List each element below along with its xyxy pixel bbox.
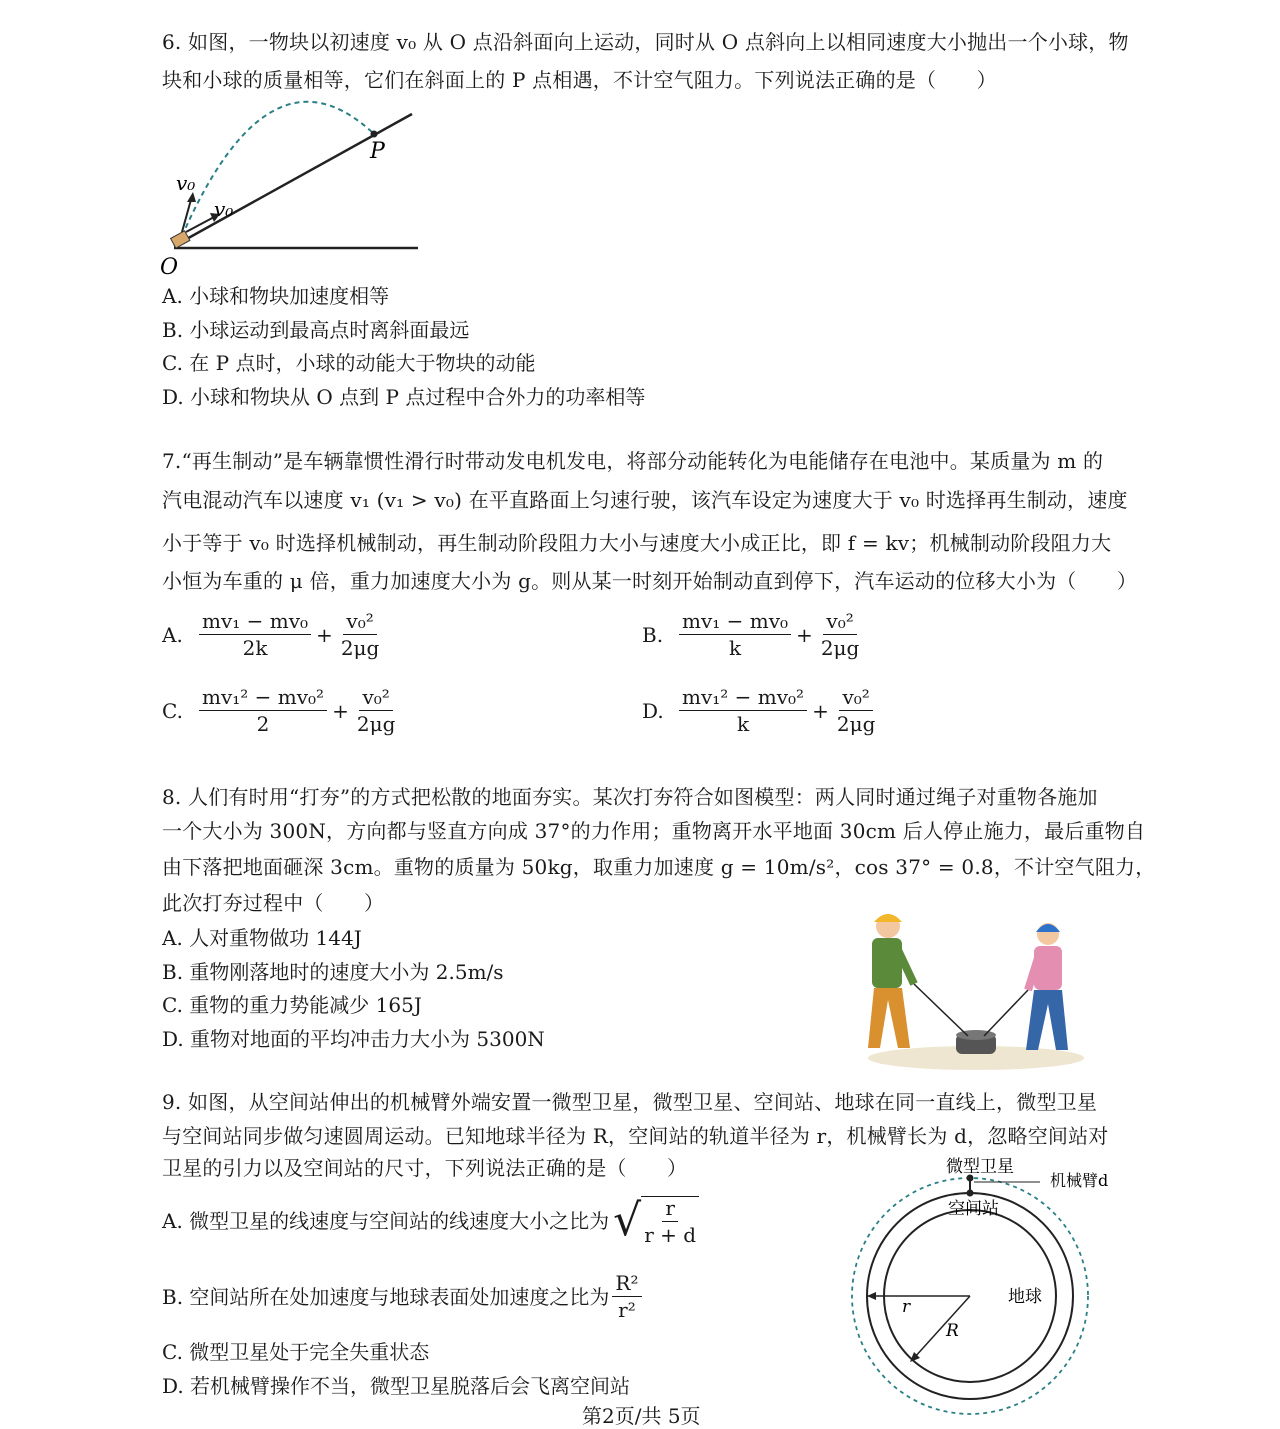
label-v0-ball: v₀	[176, 171, 196, 195]
q9-option-b	[162, 1272, 645, 1321]
q7-a-num1: mv₁ − mv₀	[199, 610, 311, 635]
q7-b-den2: 2μg	[820, 636, 860, 660]
q8-option-c: C. 重物的重力势能减少 165J	[162, 993, 422, 1017]
sqrt-sign: √	[613, 1195, 642, 1246]
q7-c-den1: 2	[256, 712, 270, 736]
q7-a-plus: +	[316, 622, 333, 647]
q8-option-b: B. 重物刚落地时的速度大小为 2.5m/s	[162, 960, 504, 984]
right-rope	[984, 990, 1028, 1036]
q9-option-d: D. 若机械臂操作不当，微型卫星脱落后会飞离空间站	[162, 1374, 631, 1398]
q6-option-d: D. 小球和物块从 O 点到 P 点过程中合外力的功率相等	[162, 385, 646, 409]
q9-line-1: 9. 如图，从空间站伸出的机械臂外端安置一微型卫星，微型卫星、空间站、地球在同一直线上，微型卫星	[162, 1090, 1098, 1114]
q9-option-a	[162, 1196, 702, 1246]
q9-a-num: r	[662, 1197, 678, 1222]
q9-option-b-text: B. 空间站所在处加速度与地球表面处加速度之比为	[162, 1284, 610, 1309]
label-O: O	[160, 255, 179, 280]
q7-line-2: 汽电混动汽车以速度 v₁ (v₁ > v₀) 在平直路面上匀速行驶，该汽车设定为速度大于 v₀ 时选择再生制动，速度	[162, 488, 1128, 512]
q7-c-num2: v₀²	[359, 686, 392, 711]
q6-option-a: A. 小球和物块加速度相等	[162, 284, 390, 308]
q6-option-c: C. 在 P 点时，小球的动能大于物块的动能	[162, 351, 536, 375]
q7-d-num1: mv₁² − mv₀²	[679, 686, 807, 711]
q7-c-num1: mv₁² − mv₀²	[199, 686, 327, 711]
q8-line-1: 8. 人们有时用“打夯”的方式把松散的地面夯实。某次打夯符合如图模型：两人同时通过绳子对重物各施加	[162, 785, 1098, 809]
q7-option-b-label: B.	[642, 622, 664, 647]
q7-option-b	[642, 610, 865, 659]
q7-a-den1: 2k	[242, 636, 268, 660]
q7-option-c-label: C.	[162, 698, 183, 723]
ball-trajectory	[182, 102, 374, 236]
q8-option-a: A. 人对重物做功 144J	[162, 926, 362, 950]
q9-option-a-text: A. 微型卫星的线速度与空间站的线速度大小之比为	[162, 1209, 610, 1233]
block	[171, 231, 190, 248]
q7-option-c	[162, 686, 401, 735]
label-v0-block: v₀	[214, 197, 234, 221]
q9-line-3: 卫星的引力以及空间站的尺寸，下列说法正确的是（ ）	[162, 1156, 688, 1180]
q7-option-d-label: D.	[642, 698, 664, 723]
man-shirt	[872, 938, 902, 988]
q8-line-3: 由下落把地面砸深 3cm。重物的质量为 50kg，取重力加速度 g = 10m/s²，cos 37° = 0.8，不计空气阻力，	[162, 855, 1156, 879]
label-station: 空间站	[948, 1199, 999, 1219]
q7-c-den2: 2μg	[356, 712, 396, 736]
q7-a-den2: 2μg	[340, 636, 380, 660]
left-rope	[914, 984, 968, 1036]
q7-b-num2: v₀²	[823, 610, 856, 635]
q9-option-c: C. 微型卫星处于完全失重状态	[162, 1340, 430, 1364]
q7-d-plus: +	[812, 698, 829, 723]
q7-d-den1: k	[736, 712, 750, 736]
q7-line-4: 小恒为车重的 μ 倍，重力加速度大小为 g。则从某一时刻开始制动直到停下，汽车运动的位移大小为（ ）	[162, 569, 1138, 593]
q9-line-2: 与空间站同步做匀速圆周运动。已知地球半径为 R，空间站的轨道半径为 r，机械臂长为 d，忽略空间站对	[162, 1124, 1109, 1148]
q7-option-a-label: A.	[162, 622, 183, 647]
q6-option-b: B. 小球运动到最高点时离斜面最远	[162, 318, 470, 342]
page-footer: 第2页/共 5页	[582, 1404, 701, 1428]
label-P: P	[370, 139, 385, 164]
woman-cap	[1036, 924, 1060, 932]
q6-line-2: 块和小球的质量相等，它们在斜面上的 P 点相遇，不计空气阻力。下列说法正确的是（ ）	[162, 68, 997, 92]
q9-orbit-figure	[840, 1150, 1120, 1416]
q9-b-num: R²	[612, 1272, 641, 1297]
q7-line-3: 小于等于 v₀ 时选择机械制动，再生制动阶段阻力大小与速度大小成正比，即 f = kv；机械制动阶段阻力大	[162, 531, 1112, 555]
q9-a-den: r + d	[644, 1223, 697, 1247]
q7-option-d	[642, 686, 881, 735]
label-arm: 机械臂d	[1050, 1171, 1109, 1190]
man-helmet	[874, 914, 902, 922]
q7-d-den2: 2μg	[836, 712, 876, 736]
q7-line-1: 7.“再生制动”是车辆靠惯性滑行时带动发电机发电，将部分动能转化为电能储存在电池中。某质量为 m 的	[162, 449, 1104, 473]
q6-line-1: 6. 如图，一物块以初速度 v₀ 从 O 点沿斜面向上运动，同时从 O 点斜向上以相同速度大小抛出一个小球，物	[162, 30, 1129, 54]
q7-d-num2: v₀²	[839, 686, 872, 711]
q7-b-num1: mv₁ − mv₀	[679, 610, 791, 635]
radius-R	[914, 1296, 970, 1358]
q8-option-d: D. 重物对地面的平均冲击力大小为 5300N	[162, 1027, 545, 1051]
woman-jeans	[1026, 990, 1068, 1050]
label-satellite: 微型卫星	[946, 1157, 1014, 1177]
point-P-dot	[371, 131, 378, 138]
label-r: r	[902, 1297, 911, 1317]
man-pants	[868, 988, 910, 1048]
label-R: R	[946, 1321, 959, 1341]
q7-a-num2: v₀²	[343, 610, 376, 635]
q8-line-2: 一个大小为 300N，方向都与竖直方向成 37°的力作用；重物离开水平地面 30cm 后人停止施力，最后重物自	[162, 819, 1146, 843]
q9-b-den: r²	[618, 1298, 636, 1322]
q8-tamping-figure	[858, 908, 1090, 1074]
q7-c-plus: +	[332, 698, 349, 723]
q8-line-4: 此次打夯过程中（ ）	[162, 891, 385, 915]
q7-b-den1: k	[728, 636, 742, 660]
label-earth: 地球	[1008, 1287, 1042, 1307]
q7-option-a	[162, 610, 385, 659]
q6-incline-figure	[160, 96, 430, 282]
q7-b-plus: +	[796, 622, 813, 647]
